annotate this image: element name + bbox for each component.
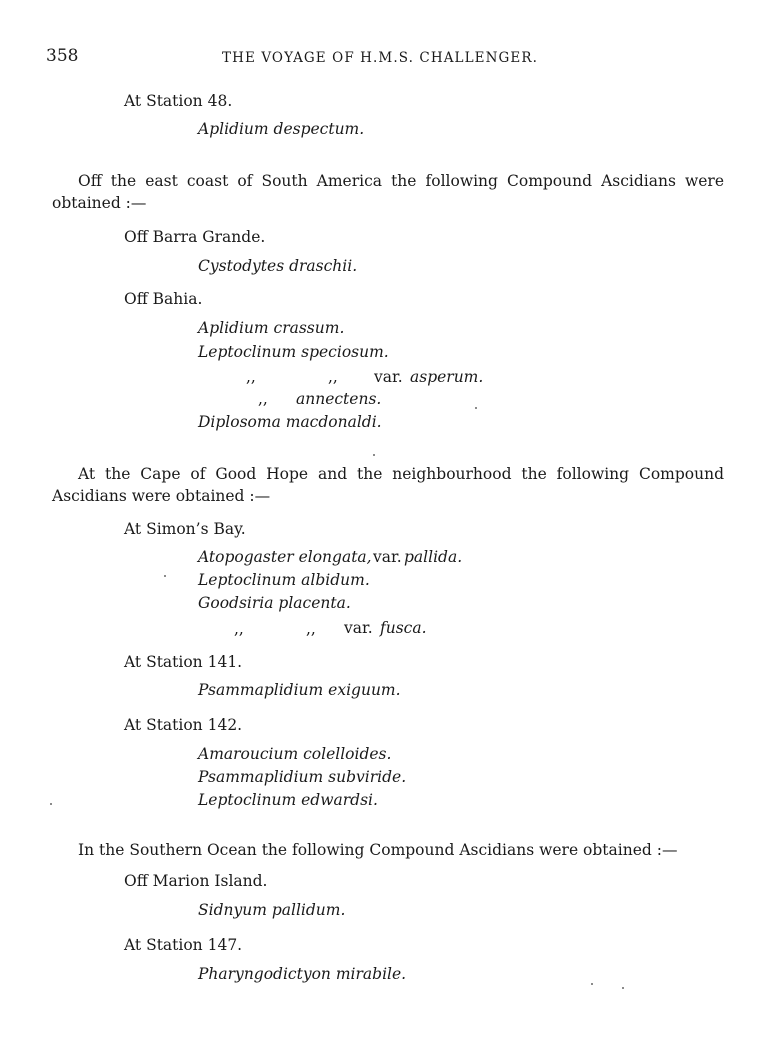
variety-word: var. <box>344 619 373 637</box>
species-entry: Leptoclinum speciosum. <box>198 343 389 361</box>
variety-name: asperum. <box>410 368 484 386</box>
species-entry: Psammaplidium exiguum. <box>198 681 401 699</box>
scan-speck <box>373 454 375 456</box>
southern-ocean-paragraph: In the Southern Ocean the following Compound Ascidians were obtained :— <box>78 841 678 859</box>
variety-word: var. <box>373 548 402 566</box>
species-entry: Pharyngodictyon mirabile. <box>198 965 407 983</box>
station-48-label: At Station 48. <box>124 92 233 110</box>
running-title: THE VOYAGE OF H.M.S. CHALLENGER. <box>222 50 539 66</box>
south-america-paragraph <box>52 170 724 214</box>
species-entry: Diplosoma macdonaldi. <box>198 413 382 431</box>
species-entry: Goodsiria placenta. <box>198 594 351 612</box>
ditto-mark: ,, <box>246 368 256 386</box>
ditto-mark: ,, <box>306 620 316 638</box>
species-entry: Leptoclinum albidum. <box>198 571 370 589</box>
simons-bay-label: At Simon’s Bay. <box>124 520 246 538</box>
ditto-mark: ,, <box>258 390 268 408</box>
scan-speck <box>50 803 52 805</box>
species-entry: Cystodytes draschii. <box>198 257 358 275</box>
variety-name: pallida. <box>404 548 463 566</box>
species-entry: Aplidium crassum. <box>198 319 345 337</box>
species-entry: Leptoclinum edwardsi. <box>198 791 378 809</box>
bahia-label: Off Bahia. <box>124 290 203 308</box>
station-142-label: At Station 142. <box>124 716 243 734</box>
scan-speck <box>164 575 166 577</box>
marion-island-label: Off Marion Island. <box>124 872 268 890</box>
variety-word: var. <box>374 368 403 386</box>
species-entry: Aplidium despectum. <box>198 120 365 138</box>
species-entry: Psammaplidium subviride. <box>198 768 407 786</box>
paragraph-text: Off the east coast of South America the following Compound Ascidians were obtained :— <box>52 172 724 212</box>
page-number: 358 <box>46 46 79 66</box>
variety-name: fusca. <box>380 619 427 637</box>
scan-speck <box>475 407 477 409</box>
paragraph-text: At the Cape of Good Hope and the neighbourhood the following Compound Ascidians were obtained :— <box>52 465 724 505</box>
ditto-mark: ,, <box>328 368 338 386</box>
barra-grande-label: Off Barra Grande. <box>124 228 266 246</box>
station-141-label: At Station 141. <box>124 653 243 671</box>
species-entry: Atopogaster elongata, <box>198 548 372 566</box>
scan-speck <box>591 983 593 985</box>
ditto-mark: ,, <box>234 620 244 638</box>
species-entry: annectens. <box>296 390 382 408</box>
station-147-label: At Station 147. <box>124 936 243 954</box>
species-entry: Amaroucium colelloides. <box>198 745 392 763</box>
species-entry: Sidnyum pallidum. <box>198 901 346 919</box>
cape-paragraph <box>52 463 724 507</box>
scan-speck <box>622 987 624 989</box>
